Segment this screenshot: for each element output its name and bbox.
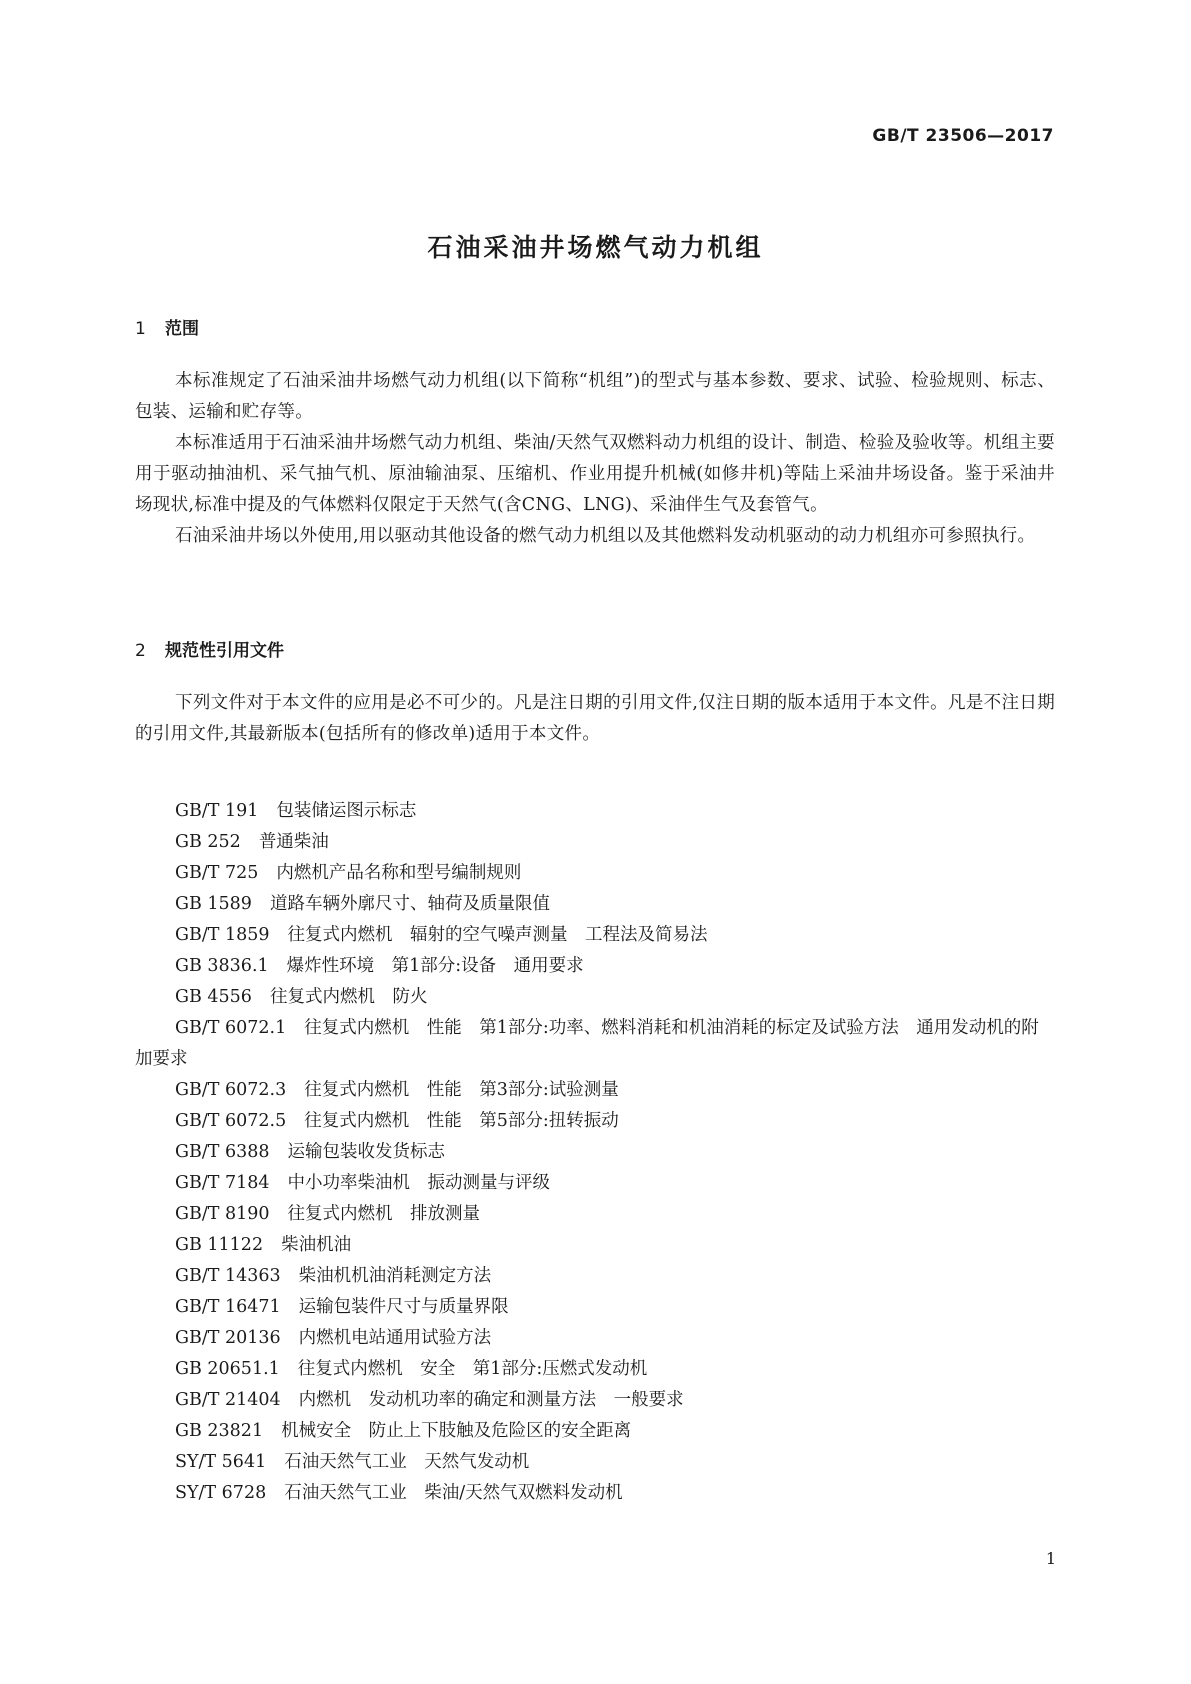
reference-item bbox=[135, 1199, 1055, 1230]
reference-item bbox=[135, 1447, 1055, 1478]
reference-code: SY/T 6728 bbox=[175, 1483, 267, 1503]
reference-item bbox=[135, 1013, 1055, 1075]
reference-code: GB 3836.1 bbox=[175, 956, 269, 976]
reference-item bbox=[135, 796, 1055, 827]
reference-title: 石油天然气工业 柴油/天然气双燃料发动机 bbox=[284, 1483, 623, 1503]
reference-item bbox=[135, 889, 1055, 920]
reference-code: GB/T 7184 bbox=[175, 1173, 270, 1193]
document-title: 石油采油井场燃气动力机组 bbox=[427, 233, 764, 262]
reference-title: 石油天然气工业 天然气发动机 bbox=[284, 1452, 530, 1472]
reference-title: 柴油机机油消耗测定方法 bbox=[298, 1266, 492, 1286]
section-2-number: 2 bbox=[135, 641, 146, 661]
reference-title: 包装储运图示标志 bbox=[276, 801, 417, 821]
section-2-title: 规范性引用文件 bbox=[165, 641, 284, 661]
section-2-intro-paragraph: 下列文件对于本文件的应用是必不可少的。凡是注日期的引用文件,仅注日期的版本适用于本文件。凡是不注日期的引用文件,其最新版本(包括所有的修改单)适用于本文件。 bbox=[135, 693, 1055, 744]
reference-code: GB 20651.1 bbox=[175, 1359, 280, 1379]
reference-item bbox=[135, 920, 1055, 951]
section-1-paragraph: 本标准规定了石油采油井场燃气动力机组(以下简称“机组”)的型式与基本参数、要求、试验、检验规则、标志、包装、运输和贮存等。 bbox=[135, 371, 1055, 422]
reference-title: 内燃机 发动机功率的确定和测量方法 一般要求 bbox=[298, 1390, 684, 1410]
reference-code: GB/T 6072.1 bbox=[175, 1018, 287, 1038]
reference-item bbox=[135, 1137, 1055, 1168]
section-1-number: 1 bbox=[135, 319, 146, 339]
reference-code: GB 4556 bbox=[175, 987, 252, 1007]
reference-title: 运输包装件尺寸与质量界限 bbox=[298, 1297, 509, 1317]
reference-title: 内燃机电站通用试验方法 bbox=[298, 1328, 492, 1348]
reference-item bbox=[135, 1478, 1055, 1509]
section-1-body bbox=[135, 366, 1055, 552]
reference-item bbox=[135, 1230, 1055, 1261]
reference-title: 往复式内燃机 性能 第5部分:扭转振动 bbox=[304, 1111, 619, 1131]
reference-code: GB 1589 bbox=[175, 894, 252, 914]
reference-code: GB/T 191 bbox=[175, 801, 259, 821]
reference-code: GB 23821 bbox=[175, 1421, 264, 1441]
reference-item bbox=[135, 827, 1055, 858]
reference-item bbox=[135, 1416, 1055, 1447]
reference-code: GB/T 20136 bbox=[175, 1328, 281, 1348]
section-1-title: 范围 bbox=[165, 319, 199, 339]
reference-title: 柴油机油 bbox=[281, 1235, 352, 1255]
reference-item bbox=[135, 1292, 1055, 1323]
reference-item bbox=[135, 858, 1055, 889]
reference-title: 往复式内燃机 辐射的空气噪声测量 工程法及简易法 bbox=[287, 925, 708, 945]
reference-list bbox=[135, 796, 1055, 1509]
reference-code: GB/T 16471 bbox=[175, 1297, 281, 1317]
reference-title: 普通柴油 bbox=[258, 832, 329, 852]
section-1-heading bbox=[135, 314, 199, 339]
reference-item bbox=[135, 951, 1055, 982]
section-1-paragraph: 石油采油井场以外使用,用以驱动其他设备的燃气动力机组以及其他燃料发动机驱动的动力机组亦可参照执行。 bbox=[175, 526, 1036, 546]
reference-item bbox=[135, 1106, 1055, 1137]
reference-code: GB/T 8190 bbox=[175, 1204, 270, 1224]
reference-title: 运输包装收发货标志 bbox=[287, 1142, 446, 1162]
reference-code: GB 252 bbox=[175, 832, 241, 852]
reference-code: SY/T 5641 bbox=[175, 1452, 267, 1472]
reference-code: GB/T 21404 bbox=[175, 1390, 281, 1410]
reference-title: 机械安全 防止上下肢触及危险区的安全距离 bbox=[281, 1421, 632, 1441]
reference-item bbox=[135, 1075, 1055, 1106]
reference-code: GB/T 6072.5 bbox=[175, 1111, 287, 1131]
reference-code: GB/T 725 bbox=[175, 863, 259, 883]
reference-item bbox=[135, 1323, 1055, 1354]
reference-title: 爆炸性环境 第1部分:设备 通用要求 bbox=[286, 956, 584, 976]
reference-title: 往复式内燃机 性能 第3部分:试验测量 bbox=[304, 1080, 619, 1100]
reference-title: 中小功率柴油机 振动测量与评级 bbox=[287, 1173, 551, 1193]
section-1-paragraph: 本标准适用于石油采油井场燃气动力机组、柴油/天然气双燃料动力机组的设计、制造、检验及验收等。机组主要用于驱动抽油机、采气抽气机、原油输油泵、压缩机、作业用提升机械(如修井机)等陆上采油井场设备。鉴于采油井场现状,标准中提及的气体燃料仅限定于天然气(含CNG、LNG)、采油伴生气及套管气。 bbox=[135, 433, 1055, 515]
reference-item bbox=[135, 1168, 1055, 1199]
page-number: 1 bbox=[1045, 1549, 1056, 1568]
reference-item bbox=[135, 1354, 1055, 1385]
reference-code: GB/T 1859 bbox=[175, 925, 270, 945]
standard-code: GB/T 23506—2017 bbox=[872, 126, 1054, 146]
reference-title: 往复式内燃机 安全 第1部分:压燃式发动机 bbox=[297, 1359, 648, 1379]
reference-code: GB/T 14363 bbox=[175, 1266, 281, 1286]
section-2-heading bbox=[135, 636, 284, 661]
reference-code: GB/T 6388 bbox=[175, 1142, 270, 1162]
reference-item bbox=[135, 982, 1055, 1013]
reference-title: 内燃机产品名称和型号编制规则 bbox=[276, 863, 522, 883]
reference-item bbox=[135, 1385, 1055, 1416]
reference-item bbox=[135, 1261, 1055, 1292]
reference-code: GB/T 6072.3 bbox=[175, 1080, 287, 1100]
reference-code: GB 11122 bbox=[175, 1235, 264, 1255]
section-2-intro bbox=[135, 688, 1055, 750]
reference-title: 往复式内燃机 性能 第1部分:功率、燃料消耗和机油消耗的标定及试验方法 通用发动机的附加要求 bbox=[135, 1018, 1039, 1069]
reference-title: 往复式内燃机 排放测量 bbox=[287, 1204, 481, 1224]
reference-title: 往复式内燃机 防火 bbox=[269, 987, 428, 1007]
reference-title: 道路车辆外廓尺寸、轴荷及质量限值 bbox=[269, 894, 550, 914]
